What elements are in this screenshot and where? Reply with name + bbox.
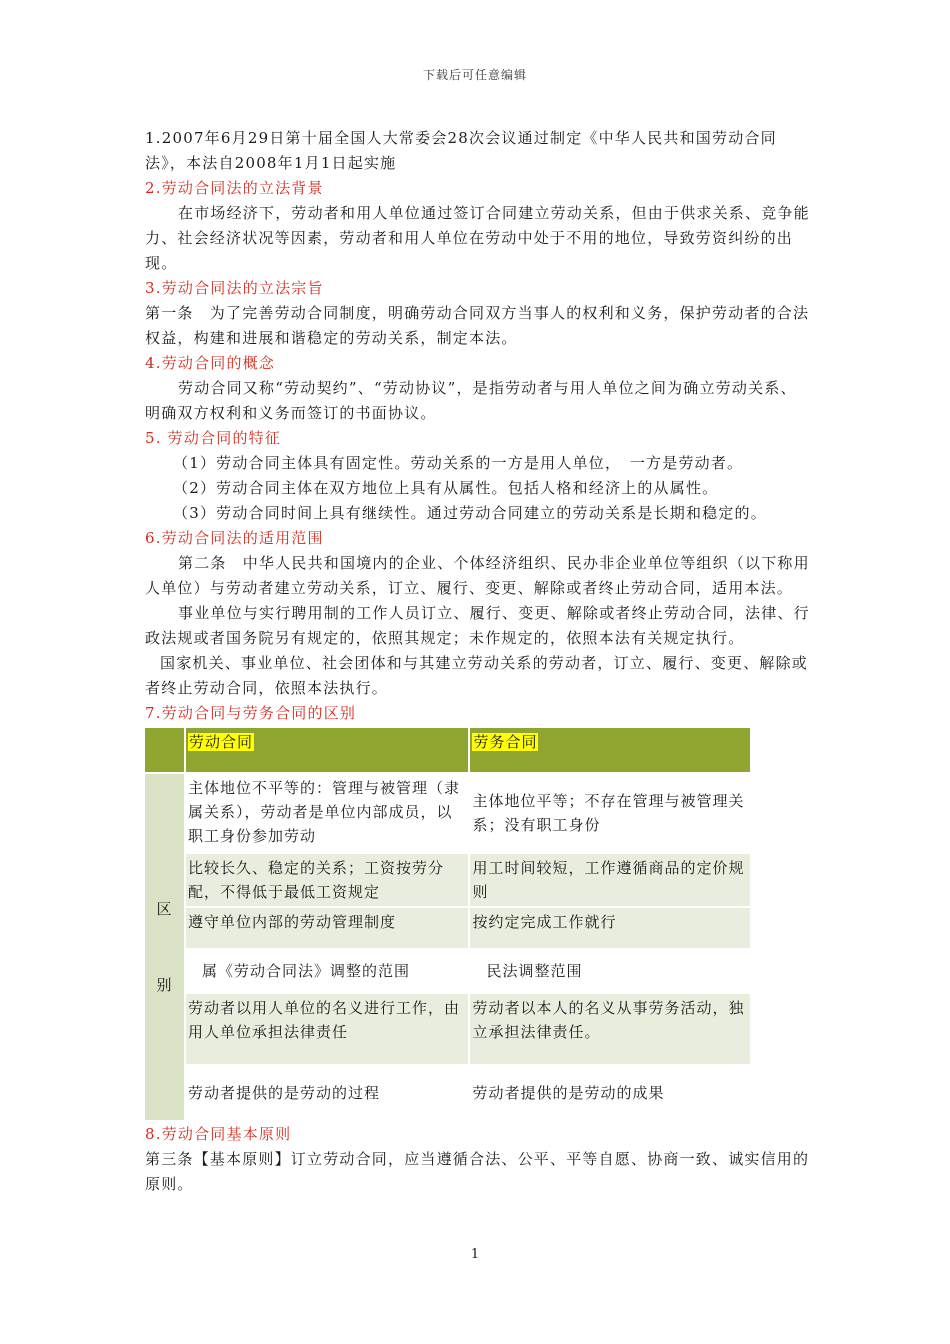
table-header-row <box>145 728 750 772</box>
table-cell: 比较长久、稳定的关系；工资按劳分配，不得低于最低工资规定 <box>186 854 468 906</box>
table-row <box>145 908 750 948</box>
heading-3: 3.劳动合同法的立法宗旨 <box>145 279 324 297</box>
table-cell: 民法调整范围 <box>470 950 750 992</box>
paragraph-6c: 国家机关、事业单位、社会团体和与其建立劳动关系的劳动者，订立、履行、变更、解除或者终止劳动合同，依照本法执行。 <box>145 654 809 697</box>
table-cell: 用工时间较短，工作遵循商品的定价规则 <box>470 854 750 906</box>
paragraph-2: 在市场经济下，劳动者和用人单位通过签订合同建立劳动关系，但由于供求关系、竞争能力、社会经济状况等因素，劳动者和用人单位在劳动中处于不用的地位，导致劳资纠纷的出现。 <box>145 204 810 272</box>
document-body <box>145 126 810 1197</box>
table-row <box>145 774 750 852</box>
table-cell: 主体地位不平等的：管理与被管理（隶属关系），劳动者是单位内部成员，以职工身份参加劳动 <box>186 774 468 852</box>
heading-8: 8.劳动合同基本原则 <box>145 1125 292 1143</box>
paragraph-8: 第三条【基本原则】订立劳动合同，应当遵循合法、公平、平等自愿、协商一致、诚实信用的原则。 <box>145 1150 810 1193</box>
table-row <box>145 994 750 1064</box>
heading-2: 2.劳动合同法的立法背景 <box>145 179 324 197</box>
table-cell: 劳动者提供的是劳动的过程 <box>186 1066 468 1120</box>
table-header-labor-contract: 劳动合同 <box>186 728 468 772</box>
feature-1: （1）劳动合同主体具有固定性。劳动关系的一方是用人单位， 一方是劳动者。 <box>173 454 744 472</box>
table-cell: 主体地位平等；不存在管理与被管理关系；没有职工身份 <box>470 774 750 852</box>
feature-3: （3）劳动合同时间上具有继续性。通过劳动合同建立的劳动关系是长期和稳定的。 <box>173 504 767 522</box>
table-corner-cell <box>145 728 184 772</box>
table-side-label <box>145 774 184 1120</box>
table-row <box>145 854 750 906</box>
table-cell: 遵守单位内部的劳动管理制度 <box>186 908 468 948</box>
comparison-table <box>143 726 752 1122</box>
page-header: 下载后可任意编辑 <box>422 68 527 82</box>
heading-5: 5. 劳动合同的特征 <box>145 429 282 447</box>
feature-2: （2）劳动合同主体在双方地位上具有从属性。包括人格和经济上的从属性。 <box>173 479 719 497</box>
heading-4: 4.劳动合同的概念 <box>145 354 276 372</box>
paragraph-6a: 第二条 中华人民共和国境内的企业、个体经济组织、民办非企业单位等组织（以下称用人单位）与劳动者建立劳动关系，订立、履行、变更、解除或者终止劳动合同，适用本法。 <box>145 554 810 597</box>
heading-7: 7.劳动合同与劳务合同的区别 <box>145 704 357 722</box>
paragraph-4: 劳动合同又称“劳动契约”、“劳动协议”，是指劳动者与用人单位之间为确立劳动关系、明确双方权利和义务而签订的书面协议。 <box>145 379 797 422</box>
page-number: 1 <box>470 1247 480 1262</box>
table-header-service-contract: 劳务合同 <box>470 728 750 772</box>
table-cell: 劳动者以本人的名义从事劳务活动，独立承担法律责任。 <box>470 994 750 1064</box>
table-cell: 劳动者提供的是劳动的成果 <box>470 1066 750 1120</box>
paragraph-6b: 事业单位与实行聘用制的工作人员订立、履行、变更、解除或者终止劳动合同，法律、行政法规或者国务院另有规定的，依照其规定；未作规定的，依照本法有关规定执行。 <box>145 604 810 647</box>
table-cell: 属《劳动合同法》调整的范围 <box>186 950 468 992</box>
table-cell: 按约定完成工作就行 <box>470 908 750 948</box>
side-label-bottom: 别 <box>156 976 173 994</box>
heading-6: 6.劳动合同法的适用范围 <box>145 529 324 547</box>
side-label-top: 区 <box>156 900 173 918</box>
table-row <box>145 1066 750 1120</box>
table-row <box>145 950 750 992</box>
paragraph-3: 第一条 为了完善劳动合同制度，明确劳动合同双方当事人的权利和义务，保护劳动者的合法权益，构建和进展和谐稳定的劳动关系，制定本法。 <box>145 304 810 347</box>
paragraph-1: 1.2007年6月29日第十届全国人大常委会28次会议通过制定《中华人民共和国劳动合同法》，本法自2008年1月1日起实施 <box>145 129 777 172</box>
table-cell: 劳动者以用人单位的名义进行工作，由用人单位承担法律责任 <box>186 994 468 1064</box>
